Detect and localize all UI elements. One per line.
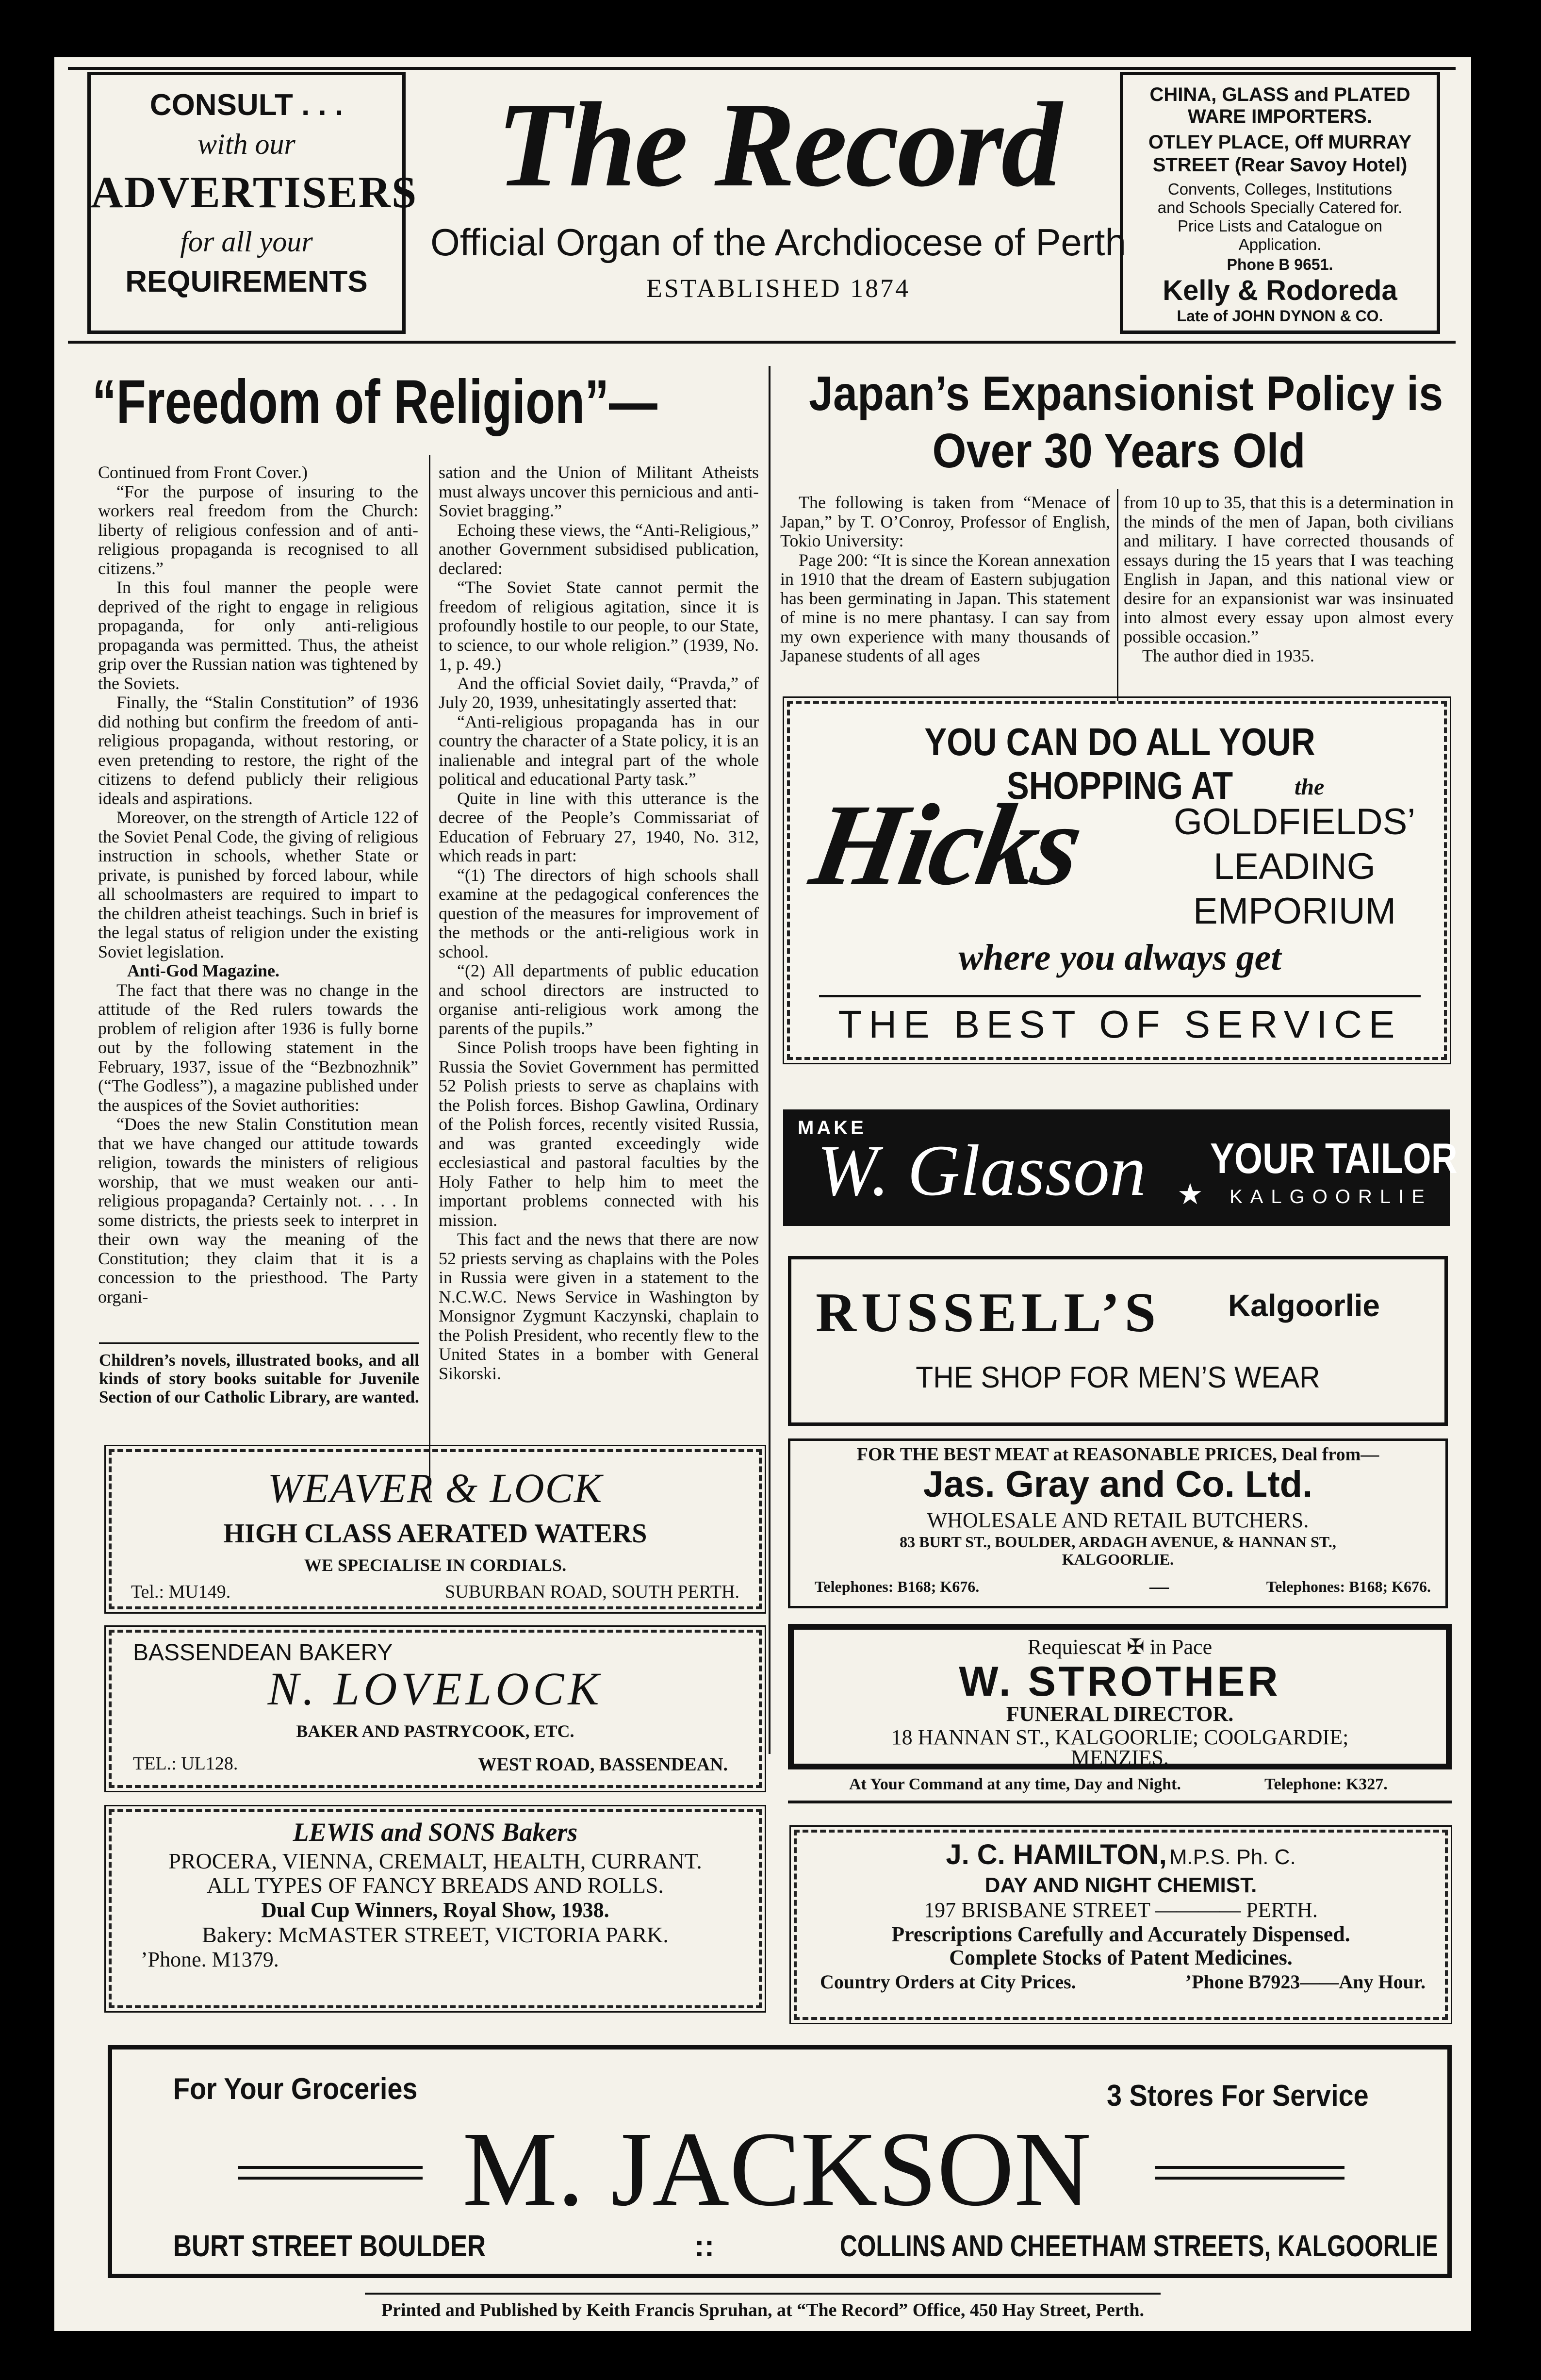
lewis-name: LEWIS and SONS Bakers — [293, 1818, 578, 1847]
rule-left — [238, 2177, 423, 2180]
strother-command: At Your Command at any time, Day and Night. — [849, 1775, 1181, 1793]
weaver-name: WEAVER & LOCK — [267, 1465, 603, 1511]
kelly-late: Late of JOHN DYNON & CO. — [1177, 307, 1383, 325]
lovelock-trade: BAKER AND PASTRYCOOK, ETC. — [296, 1721, 574, 1741]
paragraph: Finally, the “Stalin Constitution” of 1936 did nothing but confirm the freedom of anti-religious propaganda, without restoring, or even pretending to restore, the right of the citizens to defend publicly their religious ideals and aspirations. — [98, 693, 418, 808]
paragraph: from 10 up to 35, that this is a determination in the minds of the men of Japan, both civilians and military. I have corrected thousands of essays during the 15 years that I was teaching English in Japan, and this national view or desire for an expansionist war was insinuated into almost every essay upon almost every possible occasion.” — [1124, 493, 1454, 646]
hamilton-line-1: Prescriptions Carefully and Accurately Dispensed. — [891, 1922, 1350, 1946]
hicks-top-line: YOU CAN DO ALL YOUR SHOPPING AT — [924, 720, 1315, 807]
for-all-your-text: for all your — [180, 226, 313, 258]
childrens-books-note: Children’s novels, illustrated books, and all kinds of story books suitable for Juvenile Section of our Catholic Library, are wanted. — [99, 1351, 419, 1406]
hamilton-ad — [794, 1830, 1448, 2020]
paragraph: The fact that there was no change in the attitude of the Red rulers towards the problem of religion after 1936 is fully borne out by the following statement in the February, 1937, issue of the “Bezbnozhnik” (“The Godless”), a magazine published under the auspices of the Soviet authorities: — [98, 980, 418, 1115]
with-our-text: with our — [197, 128, 295, 160]
paragraph: And the official Soviet daily, “Pravda,” of July 20, 1939, unhesitatingly asserted that: — [439, 673, 759, 712]
paragraph: This fact and the news that there are now 52 priests serving as chaplains with the Poles in Russia were given in a statement to the N.C.W.C. News Service in Washington by Monsignor Zygmunt Kaczynski, chaplain to the Polish President, who recently flew to the United States in a bomber with General Sikorski. — [439, 1229, 759, 1383]
kelly-line-7: Price Lists and Catalogue on — [1178, 217, 1382, 235]
strother-role: FUNERAL DIRECTOR. — [1006, 1702, 1234, 1726]
japan-headline-line-1: Japan’s Expansionist Policy is — [809, 366, 1443, 421]
freedom-headline: “Freedom of Religion”— — [92, 367, 657, 437]
gray-phone-left: Telephones: B168; K676. — [815, 1578, 980, 1595]
paragraph: “Does the new Stalin Constitution mean that we have changed our attitude towards religion, towards the ministers of religious worship, that we must weaken our anti-religious propaganda? Certainly not. . . . In some districts, the priests seek to interpret in their own way the meaning of the Constitution; they claim that it is a concession to the priesthood. The Party organi- — [98, 1114, 418, 1306]
hamilton-name: J. C. HAMILTON, — [946, 1839, 1167, 1870]
kelly-line-6: and Schools Specially Catered for. — [1157, 198, 1403, 216]
japan-headline — [774, 365, 1463, 479]
paragraph: sation and the Union of Militant Atheists must always uncover this pernicious and anti-Soviet bragging.” — [439, 463, 759, 520]
hicks-goldfields-line-2: LEADING — [1213, 846, 1376, 887]
weaver-lock-ad — [109, 1449, 762, 1609]
gray-name: Jas. Gray and Co. Ltd. — [923, 1464, 1313, 1505]
glasson-logo: W. Glasson — [817, 1130, 1146, 1211]
hicks-goldfields — [1159, 800, 1430, 934]
consult-text: CONSULT . . . — [149, 88, 344, 122]
kelly-line-4: STREET (Rear Savoy Hotel) — [1152, 154, 1408, 176]
lewis-phone: ’Phone. M1379. — [141, 1948, 279, 1971]
lovelock-ad — [109, 1630, 762, 1788]
paragraph: The following is taken from “Menace of Japan,” by T. O’Conroy, Professor of English, Tokio University: — [780, 493, 1110, 550]
russells-name: RUSSELL’S — [816, 1282, 1161, 1344]
requirements-text: REQUIREMENTS — [125, 265, 368, 298]
hicks-the: the — [1295, 774, 1325, 800]
column-rule — [429, 455, 430, 1499]
lovelock-tel: TEL.: UL128. — [133, 1753, 238, 1774]
divider — [365, 2293, 1161, 2295]
rule-right — [1155, 2177, 1344, 2180]
kelly-line-2: WARE IMPORTERS. — [1187, 106, 1373, 127]
hamilton-name-line — [797, 1838, 1445, 1871]
hamilton-service: DAY AND NIGHT CHEMIST. — [984, 1873, 1257, 1897]
russells-ad — [788, 1256, 1448, 1426]
lovelock-name: N. LOVELOCK — [267, 1663, 603, 1715]
lewis-breads: PROCERA, VIENNA, CREMALT, HEALTH, CURRANT. — [168, 1849, 702, 1873]
jackson-right: COLLINS AND CHEETHAM STREETS, KALGOORLIE — [840, 2230, 1438, 2263]
strother-address-1: 18 HANNAN ST., KALGOORLIE; COOLGARDIE; — [891, 1725, 1349, 1749]
freedom-column-2 — [439, 463, 759, 1497]
jackson-ad — [108, 2045, 1452, 2278]
paragraph: In this foul manner the people were deprived of the right to engage in religious propaganda, for only anti-religious propaganda was permitted. Thus, the atheist grip over the Russian nation was tightened by the Soviets. — [98, 578, 418, 693]
rule-left — [238, 2166, 423, 2169]
glasson-make: MAKE — [798, 1117, 867, 1139]
paragraph: Echoing these views, the “Anti-Religious,” another Government subsidised publication, declared: — [439, 520, 759, 578]
freedom-column-1 — [98, 463, 418, 1385]
hicks-ad — [787, 701, 1447, 1060]
kelly-line-8: Application. — [1238, 235, 1322, 253]
hicks-goldfields-line-3: EMPORIUM — [1193, 891, 1396, 932]
hicks-logo: Hicks — [803, 780, 1089, 909]
paragraph: Moreover, on the strength of Article 122 of the Soviet Penal Code, the giving of religious instruction in schools, whether State or private, is punished by forced labour, while all schoolmasters are required to impart to the children atheist teachings. Such in brief is the legal status of religion under the existing Soviet legislation. — [98, 808, 418, 961]
gray-phone-right: Telephones: B168; K676. — [1266, 1578, 1431, 1595]
hamilton-line-2: Complete Stocks of Patent Medicines. — [949, 1946, 1293, 1969]
paragraph: “(2) All departments of public education and school directors are instructed to organise anti-religious work among the parents of the pupils.” — [439, 961, 759, 1038]
strother-requiescat: Requiescat ✠ in Pace — [1027, 1635, 1213, 1659]
paper-title: The Record — [496, 78, 1060, 212]
masthead-title-block — [414, 72, 1142, 334]
kelly-line-3: OTLEY PLACE, Off MURRAY — [1148, 132, 1412, 153]
strother-address-2: MENZIES. — [1071, 1746, 1169, 1769]
gray-dash: — — [1149, 1575, 1169, 1597]
hamilton-quals: M.P.S. Ph. C. — [1169, 1845, 1296, 1869]
weaver-address: SUBURBAN ROAD, SOUTH PERTH. — [445, 1582, 739, 1602]
lewis-ad — [109, 1809, 762, 2008]
subheading: Anti-God Magazine. — [127, 961, 279, 980]
japan-column-2 — [1124, 493, 1454, 666]
lovelock-address: WEST ROAD, BASSENDEAN. — [478, 1754, 728, 1775]
kelly-name: Kelly & Rodoreda — [1163, 275, 1397, 306]
paragraph: Continued from Front Cover.) — [98, 463, 308, 482]
strother-ad — [788, 1624, 1452, 1769]
weaver-special: WE SPECIALISE IN CORDIALS. — [304, 1555, 567, 1575]
advertisers-text: ADVERTISERS — [91, 167, 418, 217]
lovelock-bakery: BASSENDEAN BAKERY — [133, 1640, 393, 1666]
weaver-tag: HIGH CLASS AERATED WATERS — [223, 1519, 647, 1549]
gray-address-2: KALGOORLIE. — [1062, 1551, 1174, 1568]
hicks-where: where you always get — [958, 937, 1281, 978]
divider — [788, 1801, 1452, 1803]
japan-headline-line-2: Over 30 Years Old — [932, 424, 1306, 478]
strother-name: W. STROTHER — [959, 1658, 1281, 1705]
paragraph: “(1) The directors of high schools shall examine at the pedagogical conferences the question of the measures for improvement of the methods or the anti-religious work in school. — [439, 865, 759, 961]
divider — [99, 1342, 419, 1344]
hamilton-phone: ’Phone B7923——Any Hour. — [1185, 1971, 1426, 1993]
weaver-tel: Tel.: MU149. — [131, 1582, 231, 1602]
imprint: Printed and Published by Keith Francis Spruhan, at “The Record” Office, 450 Hay Street, Perth. — [381, 2300, 1145, 2320]
jackson-name: M. JACKSON — [462, 2110, 1091, 2228]
jackson-sep: :: — [694, 2230, 715, 2263]
established-text: ESTABLISHED 1874 — [646, 274, 911, 303]
kelly-line-5: Convents, Colleges, Institutions — [1167, 180, 1393, 198]
section-rule — [769, 366, 770, 1754]
gray-trade: WHOLESALE AND RETAIL BUTCHERS. — [927, 1508, 1309, 1532]
kelly-rodoreda-box — [1120, 72, 1440, 334]
russells-town: Kalgoorlie — [1228, 1288, 1380, 1323]
paragraph: Page 200: “It is since the Korean annexation in 1910 that the dream of Eastern subjugation has been germinating in Japan. This statement of mine is no mere phantasy. I can say from my own experience with many thousands of Japanese students of all ages — [780, 550, 1110, 665]
jackson-groceries: For Your Groceries — [173, 2072, 418, 2106]
kelly-line-1: CHINA, GLASS and PLATED — [1149, 84, 1410, 105]
japan-column-1 — [780, 493, 1110, 666]
star-icon: ★ — [1177, 1177, 1203, 1211]
paragraph: Quite in line with this utterance is the decree of the People’s Commissariat of Education of February 27, 1940, No. 312, which reads in part: — [439, 788, 759, 865]
kelly-phone: Phone B 9651. — [1227, 256, 1333, 273]
hicks-best-service: THE BEST OF SERVICE — [819, 995, 1421, 1047]
gray-intro: FOR THE BEST MEAT at REASONABLE PRICES, Deal from— — [856, 1444, 1379, 1465]
strother-phone: Telephone: K327. — [1264, 1775, 1388, 1793]
hamilton-address: 197 BRISBANE STREET ———— PERTH. — [924, 1898, 1318, 1922]
paragraph: “The Soviet State cannot permit the freedom of religious agitation, since it is profoundly hostile to our people, to our State, to science, to our whole religion.” (1939, No. 1, p. 49.) — [439, 578, 759, 674]
hamilton-country: Country Orders at City Prices. — [820, 1971, 1076, 1993]
paper-subtitle: Official Organ of the Archdiocese of Perth — [430, 221, 1126, 264]
paragraph: The author died in 1935. — [1142, 646, 1314, 665]
paragraph: “For the purpose of insuring to the workers real freedom from the Church: liberty of religious confession and of anti-religious propaganda is recognised to all citizens.” — [98, 481, 418, 578]
rule-right — [1155, 2166, 1344, 2169]
gray-butchers-ad — [788, 1438, 1448, 1608]
russells-tag: THE SHOP FOR MEN’S WEAR — [916, 1361, 1320, 1394]
hicks-goldfields-line-1: GOLDFIELDS’ — [1173, 801, 1416, 843]
glasson-town: KALGOORLIE — [1230, 1186, 1432, 1207]
lewis-types: ALL TYPES OF FANCY BREADS AND ROLLS. — [207, 1873, 664, 1898]
newspaper-page — [54, 57, 1471, 2331]
jackson-stores: 3 Stores For Service — [1107, 2079, 1369, 2113]
paragraph: Since Polish troops have been fighting in Russia the Soviet Government has permitted 52 Polish priests to serve as chaplains with the Polish forces. Bishop Gawlina, Ordinary of the Polish forces, recently visited Russia, and was granted exceedingly wide ecclesiastical and pastoral faculties by the Holy Father to help him to meet the important problems connected with his mission. — [439, 1038, 759, 1230]
gray-address-1: 83 BURT ST., BOULDER, ARDAGH AVENUE, & HANNAN ST., — [900, 1533, 1336, 1551]
paragraph: “Anti-religious propaganda has in our country the character of a State policy, it is an inalienable and integral part of the whole political and educational Party task.” — [439, 711, 759, 789]
lewis-bakery: Bakery: McMASTER STREET, VICTORIA PARK. — [202, 1922, 669, 1947]
glasson-ad — [783, 1109, 1458, 1226]
jackson-left: BURT STREET BOULDER — [173, 2230, 486, 2263]
consult-advertisers-box — [87, 72, 418, 334]
lewis-winners: Dual Cup Winners, Royal Show, 1938. — [261, 1898, 609, 1922]
glasson-tailor: YOUR TAILOR — [1210, 1134, 1458, 1182]
